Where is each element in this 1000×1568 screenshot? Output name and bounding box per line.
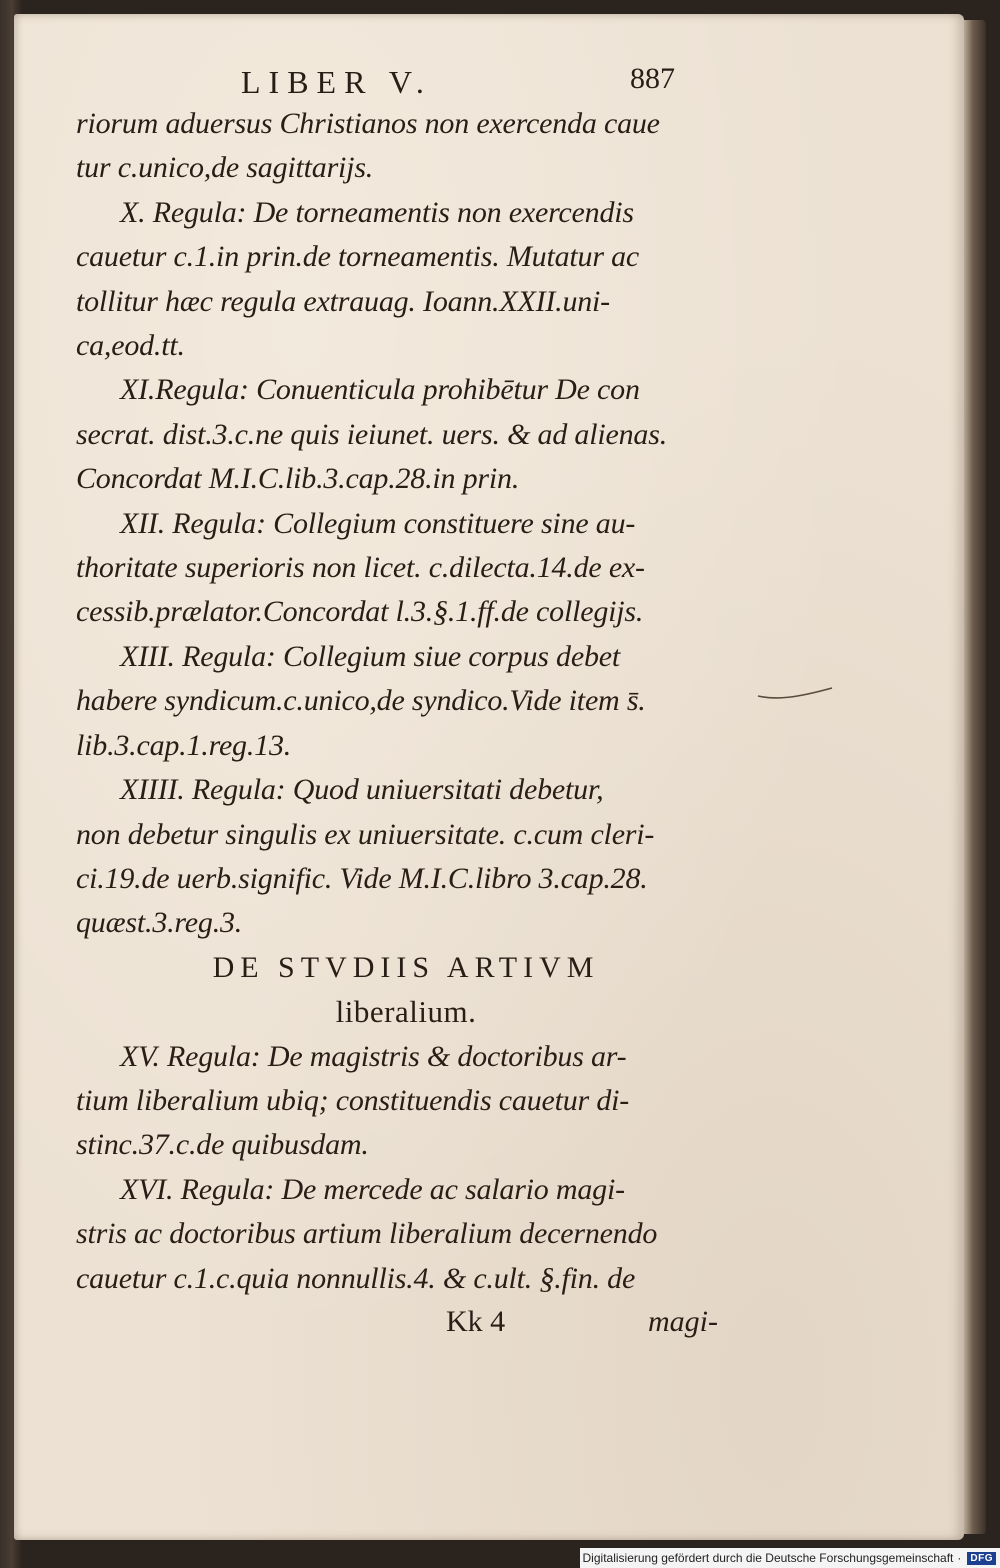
section-subtitle: liberalium. <box>335 994 477 1030</box>
text-line: stinc.37.c.de quibusdam. <box>76 1128 369 1162</box>
text-block <box>76 58 736 1349</box>
ink-stroke-mark <box>756 686 834 702</box>
text-line: tium liberalium ubiq; constituendis cauetur di- <box>76 1083 630 1117</box>
section-title: DE STVDIIS ARTIVM <box>212 950 600 984</box>
text-line: ci.19.de uerb.signific. Vide M.I.C.libro 3.cap.28. <box>76 861 648 895</box>
rule-xi-line: XI.Regula: Conuenticula prohibētur De con <box>120 373 640 407</box>
text-line: secrat. dist.3.c.ne quis ieiunet. uers. & ad alienas. <box>76 417 667 451</box>
text-line: riorum aduersus Christianos non exercenda caue <box>76 107 660 140</box>
catchword: magi- <box>648 1304 718 1338</box>
text-line: quæst.3.reg.3. <box>76 906 243 940</box>
page-header <box>76 58 736 102</box>
text-line: Concordat M.I.C.lib.3.cap.28.in prin. <box>76 462 520 496</box>
text-line: lib.3.cap.1.reg.13. <box>76 728 292 762</box>
rule-x-line: X. Regula: De torneamentis non exercendis <box>120 195 634 229</box>
book-page <box>14 14 964 1540</box>
rule-xii-line: XII. Regula: Collegium constituere sine au- <box>120 506 636 540</box>
credit-text: Digitalisierung gefördert durch die Deutsche Forschungsgemeinschaft <box>582 1551 954 1565</box>
credit-separator: · <box>957 1551 962 1565</box>
rule-xvi-line: XVI. Regula: De mercede ac salario magi- <box>120 1172 625 1206</box>
text-line: non debetur singulis ex uniuersitate. c.cum cleri- <box>76 817 655 851</box>
dfg-logo: DFG <box>967 1552 996 1565</box>
page-edge <box>964 20 986 1534</box>
text-line: cauetur c.1.c.quia nonnullis.4. & c.ult. §.fin. de <box>76 1261 636 1295</box>
signature-mark: Kk 4 <box>446 1304 506 1338</box>
credit-bar <box>580 1548 1000 1568</box>
body-text <box>76 102 736 1301</box>
text-line: cessib.prælator.Concordat l.3.§.1.ff.de collegijs. <box>76 595 644 629</box>
page-number: 887 <box>630 62 675 95</box>
rule-xv-line: XV. Regula: De magistris & doctoribus ar- <box>120 1039 627 1073</box>
text-line: stris ac doctoribus artium liberalium decernendo <box>76 1217 658 1251</box>
rule-xiiii-line: XIIII. Regula: Quod uniuersitati debetur, <box>120 773 604 807</box>
text-line: ca,eod.tt. <box>76 329 185 363</box>
text-line: tollitur hæc regula extrauag. Ioann.XXII.uni- <box>76 284 610 318</box>
page-footer <box>76 1301 736 1349</box>
rule-xiii-line: XIII. Regula: Collegium siue corpus debet <box>120 639 621 673</box>
text-line: tur c.unico,de sagittarijs. <box>76 151 374 185</box>
text-line: thoritate superioris non licet. c.dilecta.14.de ex- <box>76 551 645 585</box>
text-line: habere syndicum.c.unico,de syndico.Vide item s̄. <box>76 684 646 718</box>
running-head: LIBER V. <box>241 64 432 100</box>
text-line: cauetur c.1.in prin.de torneamentis. Mutatur ac <box>76 240 640 274</box>
